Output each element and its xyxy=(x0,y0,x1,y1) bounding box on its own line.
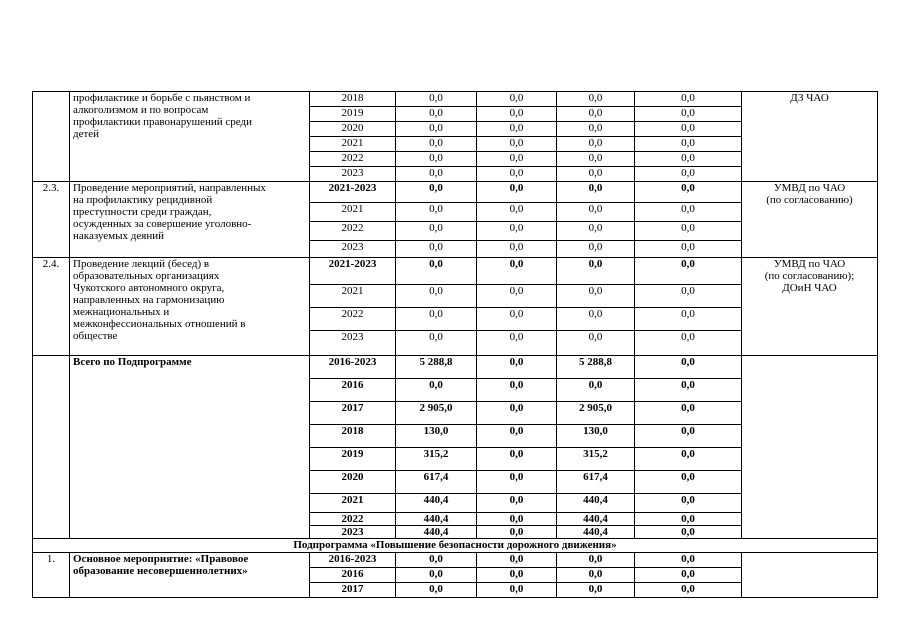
row-number: 2.3. xyxy=(33,182,70,258)
value-cell: 0,0 xyxy=(477,331,557,356)
year-cell: 2021-2023 xyxy=(310,182,396,203)
executor-cell: УМВД по ЧАО (по согласованию) xyxy=(742,182,878,258)
year-cell: 2021-2023 xyxy=(310,258,396,285)
value-cell: 0,0 xyxy=(477,222,557,241)
value-cell: 0,0 xyxy=(557,583,635,598)
value-cell: 0,0 xyxy=(635,471,742,494)
value-cell: 0,0 xyxy=(635,241,742,258)
executor-cell xyxy=(742,553,878,598)
value-cell: 0,0 xyxy=(396,92,477,107)
value-cell: 440,4 xyxy=(396,526,477,539)
value-cell: 0,0 xyxy=(635,203,742,222)
value-cell: 440,4 xyxy=(557,494,635,513)
value-cell: 0,0 xyxy=(635,448,742,471)
row-number xyxy=(33,356,70,539)
value-cell: 0,0 xyxy=(477,356,557,379)
table-row xyxy=(33,356,878,379)
value-cell: 0,0 xyxy=(477,107,557,122)
year-cell: 2023 xyxy=(310,526,396,539)
value-cell: 0,0 xyxy=(635,122,742,137)
value-cell: 0,0 xyxy=(557,222,635,241)
value-cell: 0,0 xyxy=(477,308,557,331)
activity-name: Проведение мероприятий, направленных на профилактику рецидивной преступности среди граждан, осужденных за совершение уголовно- наказуемых деяний xyxy=(70,182,310,258)
value-cell: 5 288,8 xyxy=(557,356,635,379)
value-cell: 617,4 xyxy=(557,471,635,494)
budget-table xyxy=(32,91,878,598)
year-cell: 2023 xyxy=(310,331,396,356)
executor-cell: ДЗ ЧАО xyxy=(742,92,878,182)
value-cell: 0,0 xyxy=(635,107,742,122)
value-cell: 0,0 xyxy=(477,402,557,425)
value-cell: 0,0 xyxy=(396,107,477,122)
activity-name: Проведение лекций (бесед) в образовательных организациях Чукотского автономного округа, направленных на гармонизацию межнациональных и межконфессиональных отношений в обществе xyxy=(70,258,310,356)
value-cell: 0,0 xyxy=(477,241,557,258)
value-cell: 315,2 xyxy=(396,448,477,471)
value-cell: 0,0 xyxy=(635,308,742,331)
value-cell: 0,0 xyxy=(396,167,477,182)
value-cell: 0,0 xyxy=(477,203,557,222)
value-cell: 0,0 xyxy=(396,241,477,258)
value-cell: 0,0 xyxy=(557,107,635,122)
value-cell: 0,0 xyxy=(477,167,557,182)
value-cell: 0,0 xyxy=(635,152,742,167)
value-cell: 0,0 xyxy=(396,285,477,308)
value-cell: 0,0 xyxy=(635,92,742,107)
value-cell: 0,0 xyxy=(477,425,557,448)
value-cell: 0,0 xyxy=(557,285,635,308)
year-cell: 2017 xyxy=(310,402,396,425)
value-cell: 2 905,0 xyxy=(557,402,635,425)
year-cell: 2022 xyxy=(310,308,396,331)
activity-name: Всего по Подпрограмме xyxy=(70,356,310,539)
value-cell: 5 288,8 xyxy=(396,356,477,379)
value-cell: 0,0 xyxy=(635,553,742,568)
value-cell: 0,0 xyxy=(477,553,557,568)
value-cell: 0,0 xyxy=(477,513,557,526)
value-cell: 0,0 xyxy=(557,203,635,222)
value-cell: 440,4 xyxy=(396,513,477,526)
value-cell: 0,0 xyxy=(635,167,742,182)
value-cell: 0,0 xyxy=(635,494,742,513)
value-cell: 0,0 xyxy=(635,583,742,598)
value-cell: 0,0 xyxy=(635,356,742,379)
value-cell: 0,0 xyxy=(477,285,557,308)
value-cell: 0,0 xyxy=(477,379,557,402)
value-cell: 0,0 xyxy=(557,167,635,182)
year-cell: 2016-2023 xyxy=(310,356,396,379)
value-cell: 0,0 xyxy=(477,152,557,167)
year-cell: 2022 xyxy=(310,222,396,241)
value-cell: 0,0 xyxy=(396,583,477,598)
row-number xyxy=(33,92,70,182)
year-cell: 2021 xyxy=(310,203,396,222)
value-cell: 0,0 xyxy=(635,285,742,308)
value-cell: 0,0 xyxy=(396,331,477,356)
table-row xyxy=(33,258,878,285)
activity-name: профилактике и борьбе с пьянством и алкоголизмом и по вопросам профилактики правонарушений среди детей xyxy=(70,92,310,182)
value-cell: 0,0 xyxy=(477,568,557,583)
value-cell: 617,4 xyxy=(396,471,477,494)
subprogram-heading: Подпрограмма «Повышение безопасности дорожного движения» xyxy=(33,539,878,553)
table-row xyxy=(33,553,878,568)
value-cell: 0,0 xyxy=(557,152,635,167)
value-cell: 0,0 xyxy=(396,568,477,583)
value-cell: 130,0 xyxy=(396,425,477,448)
subprogram-heading-row xyxy=(33,539,878,553)
value-cell: 0,0 xyxy=(396,122,477,137)
value-cell: 130,0 xyxy=(557,425,635,448)
value-cell: 0,0 xyxy=(477,258,557,285)
year-cell: 2023 xyxy=(310,167,396,182)
year-cell: 2021 xyxy=(310,285,396,308)
value-cell: 0,0 xyxy=(396,182,477,203)
year-cell: 2020 xyxy=(310,471,396,494)
value-cell: 0,0 xyxy=(477,526,557,539)
value-cell: 0,0 xyxy=(557,122,635,137)
year-cell: 2019 xyxy=(310,107,396,122)
value-cell: 0,0 xyxy=(477,137,557,152)
value-cell: 0,0 xyxy=(635,137,742,152)
value-cell: 0,0 xyxy=(477,494,557,513)
year-cell: 2022 xyxy=(310,152,396,167)
year-cell: 2016 xyxy=(310,568,396,583)
value-cell: 0,0 xyxy=(477,92,557,107)
value-cell: 0,0 xyxy=(557,137,635,152)
value-cell: 0,0 xyxy=(557,92,635,107)
executor-cell xyxy=(742,356,878,539)
value-cell: 0,0 xyxy=(477,122,557,137)
value-cell: 0,0 xyxy=(557,379,635,402)
value-cell: 0,0 xyxy=(396,379,477,402)
year-cell: 2021 xyxy=(310,494,396,513)
value-cell: 0,0 xyxy=(635,425,742,448)
year-cell: 2017 xyxy=(310,583,396,598)
value-cell: 0,0 xyxy=(557,308,635,331)
value-cell: 0,0 xyxy=(635,513,742,526)
value-cell: 0,0 xyxy=(635,182,742,203)
year-cell: 2022 xyxy=(310,513,396,526)
value-cell: 0,0 xyxy=(477,471,557,494)
row-number: 1. xyxy=(33,553,70,598)
year-cell: 2023 xyxy=(310,241,396,258)
year-cell: 2019 xyxy=(310,448,396,471)
value-cell: 0,0 xyxy=(396,553,477,568)
value-cell: 0,0 xyxy=(557,568,635,583)
value-cell: 0,0 xyxy=(635,331,742,356)
executor-cell: УМВД по ЧАО (по согласованию); ДОиН ЧАО xyxy=(742,258,878,356)
activity-name: Основное мероприятие: «Правовое образование несовершеннолетних» xyxy=(70,553,310,598)
value-cell: 0,0 xyxy=(635,379,742,402)
value-cell: 0,0 xyxy=(635,568,742,583)
value-cell: 0,0 xyxy=(396,308,477,331)
row-number: 2.4. xyxy=(33,258,70,356)
value-cell: 315,2 xyxy=(557,448,635,471)
year-cell: 2016 xyxy=(310,379,396,402)
value-cell: 440,4 xyxy=(557,526,635,539)
value-cell: 0,0 xyxy=(477,583,557,598)
value-cell: 0,0 xyxy=(635,258,742,285)
value-cell: 0,0 xyxy=(557,241,635,258)
value-cell: 0,0 xyxy=(557,258,635,285)
year-cell: 2020 xyxy=(310,122,396,137)
value-cell: 0,0 xyxy=(396,222,477,241)
value-cell: 0,0 xyxy=(557,331,635,356)
year-cell: 2021 xyxy=(310,137,396,152)
value-cell: 0,0 xyxy=(557,182,635,203)
year-cell: 2018 xyxy=(310,425,396,448)
year-cell: 2018 xyxy=(310,92,396,107)
value-cell: 0,0 xyxy=(396,137,477,152)
value-cell: 0,0 xyxy=(557,553,635,568)
value-cell: 0,0 xyxy=(396,258,477,285)
table-row xyxy=(33,92,878,107)
value-cell: 0,0 xyxy=(477,182,557,203)
value-cell: 0,0 xyxy=(477,448,557,471)
value-cell: 440,4 xyxy=(396,494,477,513)
year-cell: 2016-2023 xyxy=(310,553,396,568)
value-cell: 0,0 xyxy=(396,152,477,167)
value-cell: 440,4 xyxy=(557,513,635,526)
table-row xyxy=(33,182,878,203)
value-cell: 0,0 xyxy=(635,222,742,241)
value-cell: 0,0 xyxy=(396,203,477,222)
value-cell: 2 905,0 xyxy=(396,402,477,425)
value-cell: 0,0 xyxy=(635,402,742,425)
value-cell: 0,0 xyxy=(635,526,742,539)
